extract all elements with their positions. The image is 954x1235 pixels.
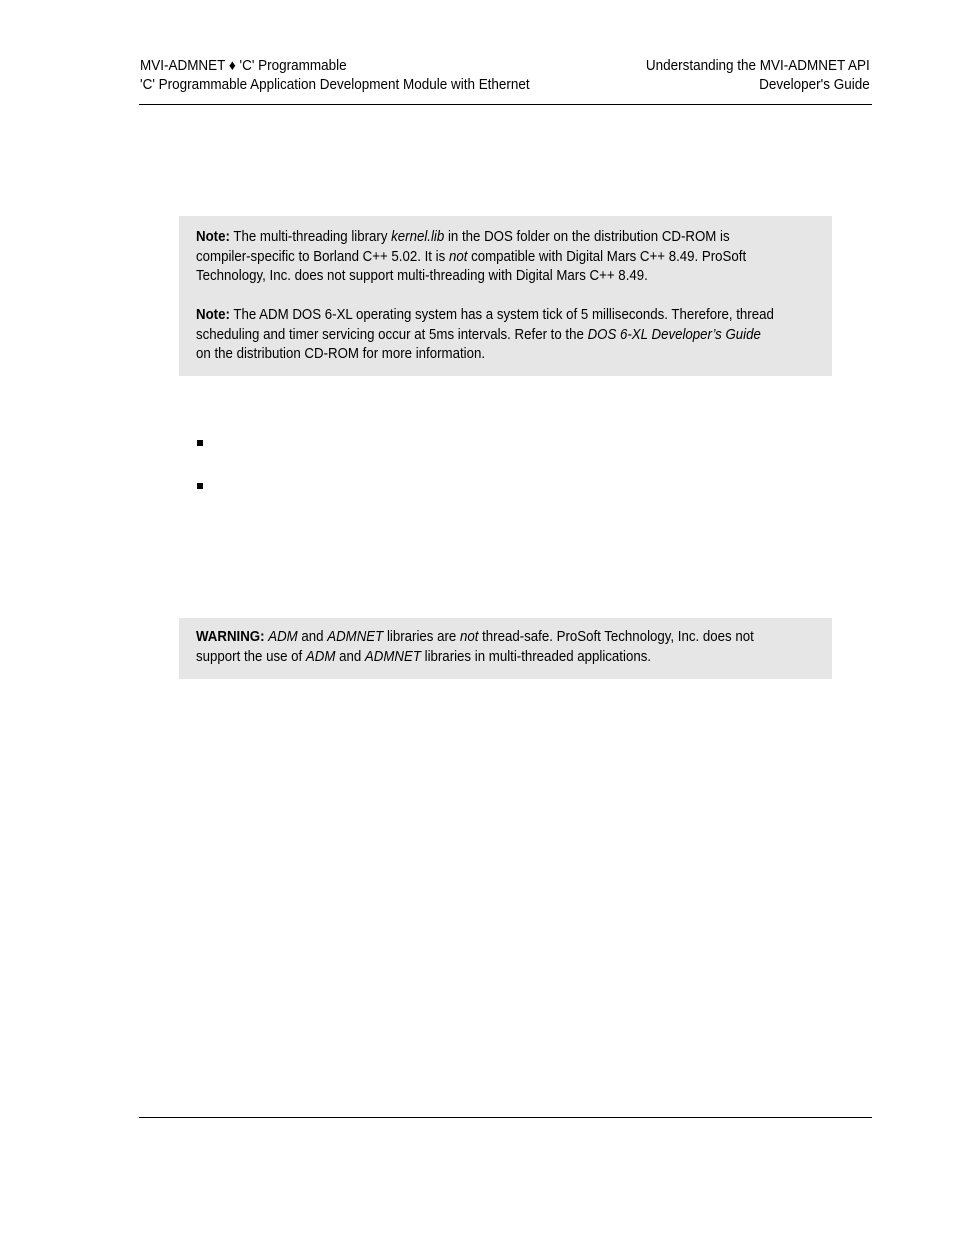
note-1-line-3: Technology, Inc. does not support multi-threading with Digital Mars C++ 8.49.	[196, 268, 648, 284]
header-product-subtitle: 'C' Programmable Application Development Module with Ethernet	[140, 77, 530, 93]
warning-callout-text	[196, 628, 754, 667]
bullet-marker-1	[197, 440, 203, 446]
header-product-title: MVI-ADMNET ♦ 'C' Programmable	[140, 58, 347, 74]
header-guide-title: Developer's Guide	[759, 77, 870, 93]
note-1-line-2: compiler-specific to Borland C++ 5.02. It is not compatible with Digital Mars C++ 8.49. ProSoft	[196, 248, 747, 265]
warning-line-1: WARNING: ADM and ADMNET libraries are not thread-safe. ProSoft Technology, Inc. does not	[196, 629, 754, 645]
header-left	[140, 57, 530, 95]
header-section-title: Understanding the MVI-ADMNET API	[646, 58, 870, 74]
note-2-label: Note:	[196, 307, 230, 323]
note-callout	[179, 216, 832, 376]
header-divider	[139, 104, 872, 105]
note-1-line-1: Note: The multi-threading library kernel.lib in the DOS folder on the distribution CD-ROM is	[196, 229, 730, 245]
warning-callout	[179, 618, 832, 679]
note-2-line-1: Note: The ADM DOS 6-XL operating system has a system tick of 5 milliseconds. Therefore, thread	[196, 307, 774, 323]
note-2-line-3: on the distribution CD-ROM for more information.	[196, 346, 486, 362]
note-1-label: Note:	[196, 229, 230, 245]
warning-line-2: support the use of ADM and ADMNET libraries in multi-threaded applications.	[196, 648, 652, 665]
footer-divider	[139, 1117, 872, 1118]
note-spacer	[196, 287, 774, 307]
bullet-marker-2	[197, 483, 203, 489]
warning-label: WARNING:	[196, 629, 265, 645]
note-callout-text	[196, 228, 774, 365]
note-2-line-2: scheduling and timer servicing occur at 5ms intervals. Refer to the DOS 6-XL Developer’s Guide	[196, 326, 761, 343]
